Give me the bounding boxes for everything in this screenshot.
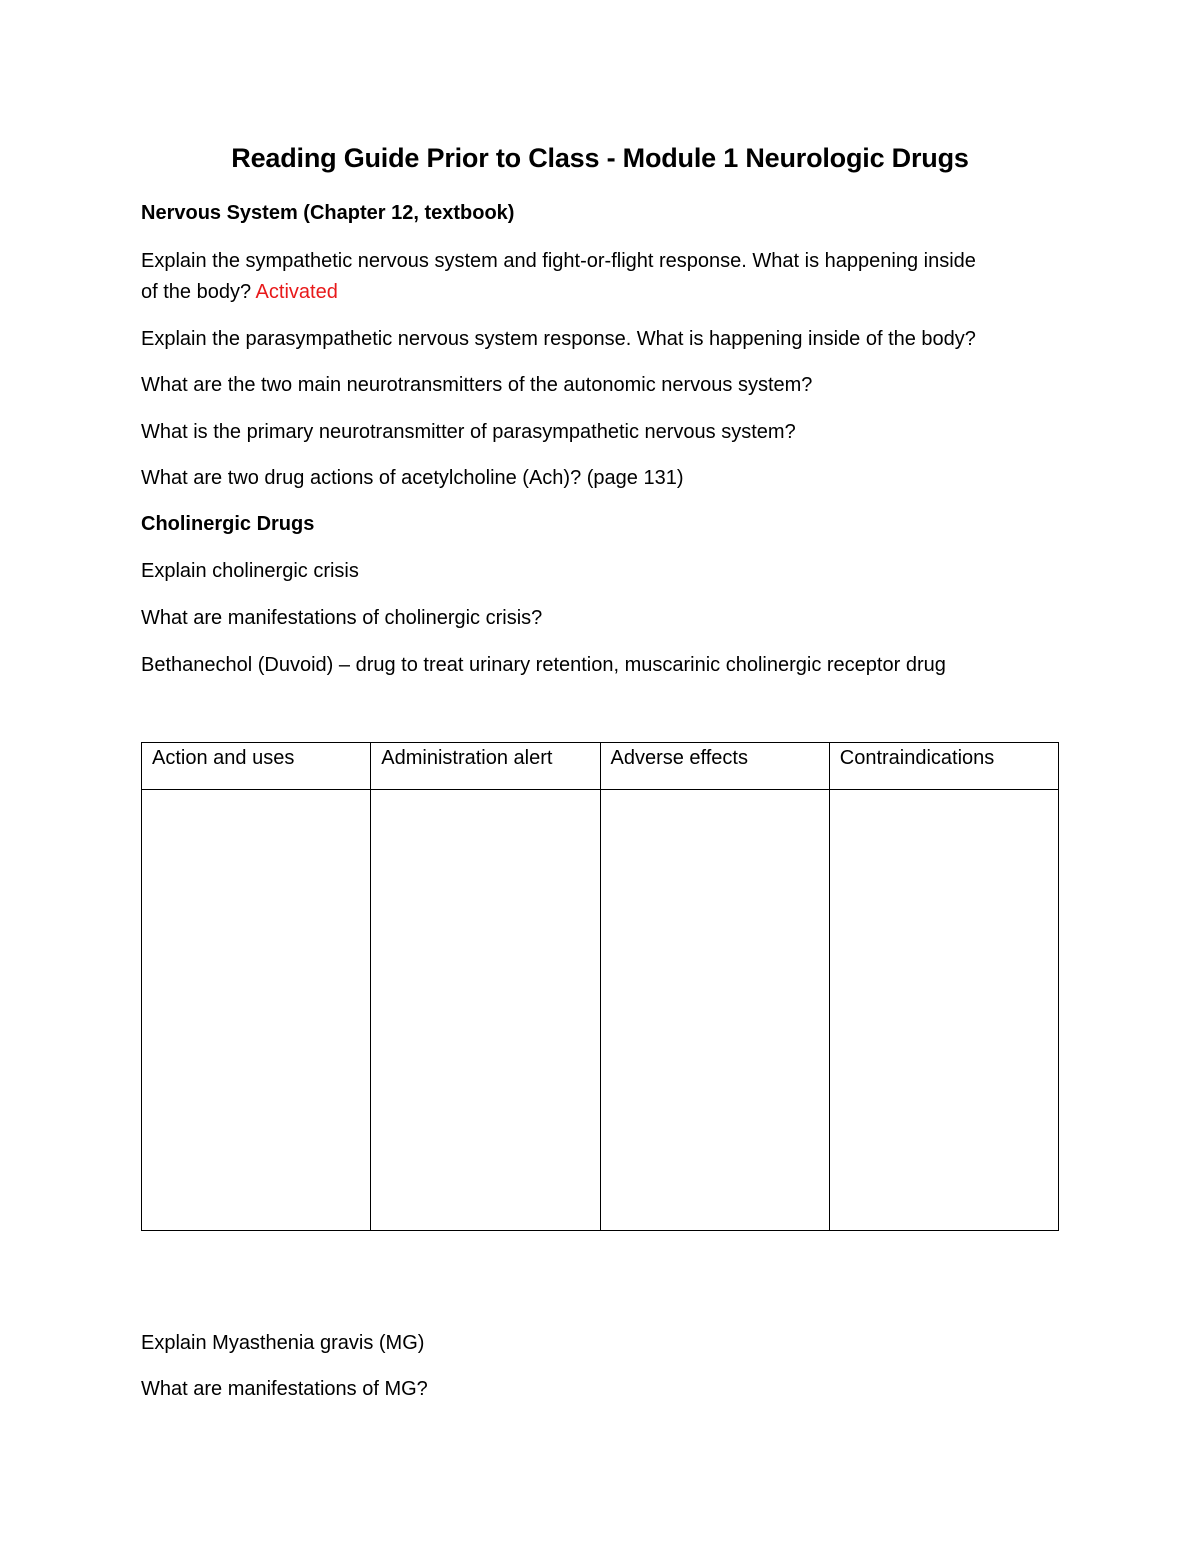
- question-parasympathetic: Explain the parasympathetic nervous system response. What is happening inside of the body?: [141, 328, 976, 350]
- drug-info-table: [141, 742, 1059, 1231]
- table-cell-action-uses[interactable]: [142, 790, 371, 1231]
- section-heading-cholinergic-drugs: Cholinergic Drugs: [141, 513, 315, 535]
- answer-activated: Activated: [255, 281, 338, 303]
- question-myasthenia-gravis: Explain Myasthenia gravis (MG): [141, 1332, 425, 1354]
- table-row: [142, 790, 1059, 1231]
- question-acetylcholine: What are two drug actions of acetylcholine (Ach)? (page 131): [141, 467, 684, 489]
- question-sympathetic-line2: [141, 277, 338, 308]
- table-header-adverse-effects: Adverse effects: [600, 743, 829, 790]
- table-header-contraindications: Contraindications: [829, 743, 1058, 790]
- page-title: Reading Guide Prior to Class - Module 1 Neurologic Drugs: [231, 143, 969, 173]
- table-cell-administration-alert[interactable]: [371, 790, 600, 1231]
- table-header-row: [142, 743, 1059, 790]
- question-sympathetic-line1: Explain the sympathetic nervous system and fight-or-flight response. What is happening inside: [141, 250, 976, 272]
- question-mg-manifestations: What are manifestations of MG?: [141, 1378, 428, 1400]
- table-header-action-uses: Action and uses: [142, 743, 371, 790]
- table-cell-contraindications[interactable]: [829, 790, 1058, 1231]
- section-heading-nervous-system: Nervous System (Chapter 12, textbook): [141, 202, 515, 224]
- question-cholinergic-crisis: Explain cholinergic crisis: [141, 560, 359, 582]
- table-header-administration-alert: Administration alert: [371, 743, 600, 790]
- question-primary-neurotransmitter: What is the primary neurotransmitter of parasympathetic nervous system?: [141, 421, 796, 443]
- drug-bethanechol: Bethanechol (Duvoid) – drug to treat urinary retention, muscarinic cholinergic receptor drug: [141, 654, 946, 676]
- question-sympathetic-line2-text: of the body?: [141, 281, 252, 303]
- question-neurotransmitters: What are the two main neurotransmitters of the autonomic nervous system?: [141, 374, 813, 396]
- question-cholinergic-manifestations: What are manifestations of cholinergic crisis?: [141, 607, 543, 629]
- table-cell-adverse-effects[interactable]: [600, 790, 829, 1231]
